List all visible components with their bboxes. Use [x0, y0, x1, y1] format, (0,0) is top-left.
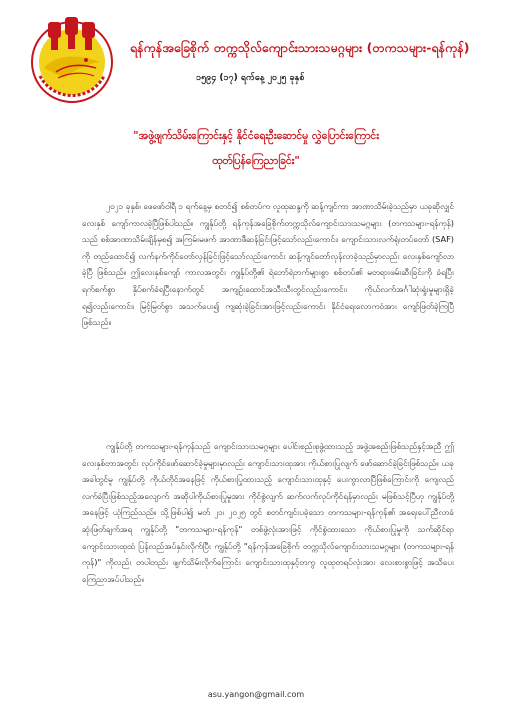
union-logo-icon	[26, 14, 118, 106]
letterhead	[26, 14, 496, 106]
body-paragraph-1: ၂၀၂၁ ခုနှစ်၊ ဖေဖော်ဝါရီ ၁ ရက်နေ့မှ စတင်၍ စစ်တပ်က လူထုဆန္ဒကို ဆန့်ကျင်ကာ အာဏာသိမ်းခဲ့သည်မှာ ယခုဆိုလျှင် လေးနှစ် ကျော်ကာလခဲ့ပြီဖြစ်ပါသည်။ ကျွန်ုပ်တို့ ရန်ကုန်အခြေစိုက်တက္ကသိုလ်ကျောင်းသားသမဂ္ဂများ (တကသများ-ရန်ကုန်) သည် စစ်အာဏာသိမ်းချိန်မှစ၍ အကြမ်းမဖက် အာဏာဖီဆန်ခြင်းဖြင့်သော်လည်းကောင်း၊ ကျောင်းသားလက်ရုံးတပ်တော် (SAF) ကို တည်ထောင်၍ လက်နက်ကိုင်တော်လှန်ခြင်းဖြင့်သော်လည်းကောင်း ဆန့်ကျင်တော်လှန်လာခဲ့သည်မှာလည်း လေးနှစ်ကျော်လာခဲ့ပြီ ဖြစ်သည်။ ဤလေးနှစ်ကျော် ကာလအတွင်း ကျွန်ုပ်တို့၏ ရဲဘော်ရဲဘက်များစွာ စစ်တပ်၏ မတရားဖမ်းဆီးခြင်းကို ခံရပြီး ရက်စက်စွာ နှိပ်စက်ခံရပြီးနောက်တွင် အကျဉ်းထောင်အသီးသီးတွင်လည်းကောင်း၊ ကိုယ်လက်အင်္ဂါဆုံးရှုံးမှုများရှိခဲ့ရ၍လည်းကောင်း၊ မြင့်မြတ်စွာ အသက်ပေး၍ ကျဆုံးခဲ့ခြင်းအားဖြင့်လည်းကောင်း နိုင်ငံရေးလောကဝံအား ကျော်ဖြတ်ခဲ့ကြပြီ ဖြစ်သည်။	[82, 201, 454, 328]
contact-email: asu.yangon@gmail.com	[207, 690, 305, 699]
title-line-2: ထုတ်ပြန်ကြေညာခြင်း"	[212, 155, 300, 167]
title-line-1: "အဖွဲ့ဖျက်သိမ်းကြောင်းနှင့် နိုင်ငံရေးဦးဆောင်မှု လွှဲပြောင်းကြောင်း	[133, 130, 379, 142]
body-paragraph-2: ကျွန်ုပ်တို့ တကသများ-ရန်ကုန်သည် ကျောင်းသားသမဂ္ဂများ ပေါင်းစည်းစုဖွဲ့ထားသည့် အဖွဲ့အစည်းဖြစ်သည်နှင့်အညီ ဤလေးနှစ်တာအတွင်း လုပ်ကိုင်ဖော်ဆောင်ခဲ့မှုများမှာလည်း ကျောင်းသားထုအား ကိုယ်စားပြုလျက် ဖော်ဆောင်ခဲ့ခြင်းဖြစ်သည်။ ယခုအခါတွင်မူ ကျွန်ုပ်တို့ ကိုယ်တိုင်အနေဖြင့် ကိုယ်စားပြုထားသည့် ကျောင်းသားထုနှင့် ပေးကွာလာပြီဖြစ်ကြောင်းကို ကျေလည်လက်ခံပြီးဖြစ်သည့်အလျောက် အဆိုပါကိုယ်စားပြုမှုအား ကိုင်စွဲလျက် ဆက်လက်လုပ်ကိုင်ရန်မှာလည်း မဖြစ်သင့်ပြီဟု ကျွန်ုပ်တို့အနေဖြင့် ယုံကြည်သည်။ သို့ဖြစ်ပါ၍ မတ် ၂၁၊ ၂၀၂၅ တွင် စတင်ကျင်းပခဲ့သော တကသများ-ရန်ကုန်၏ အရေးပေါ်ညီလာခံ ဆုံးဖြတ်ချက်အရ ကျွန်ုပ်တို့ "တကသများ-ရန်ကုန်" တစ်ဖွဲ့လုံးအားဖြင့် ကိုင်စွဲထားသော ကိုယ်စားပြုမှုကို သက်ဆိုင်ရာ ကျောင်းသားထုထံ ပြန်လည်အပ်နှင်းလိုက်ပြီး ကျွန်ုပ်တို့ "ရန်ကုန်အခြေစိုက် တက္ကသိုလ်ကျောင်းသားသမဂ္ဂများ (တကသများ-ရန်ကုန်)" ကိုလည်း တပါတည်း ဖျက်သိမ်းလိုက်ကြောင်း ကျောင်းသားထုနှင့်တကွ လူထုတရပ်လုံးအား လေးစားစွာဖြင့် အသိပေး ကြေညာအပ်ပါသည်။	[82, 441, 454, 584]
statement-date: ၁၅၉၄ (၁၇) ရက်နေ့ ၂၀၂၅ ခုနှစ်	[196, 73, 305, 83]
statement-title	[60, 124, 452, 174]
organization-name: ရန်ကုန်အခြေစိုက် တက္ကသိုလ်ကျောင်းသားသမဂ္ဂများ (တကသများ-ရန်ကုန်)	[130, 40, 470, 55]
